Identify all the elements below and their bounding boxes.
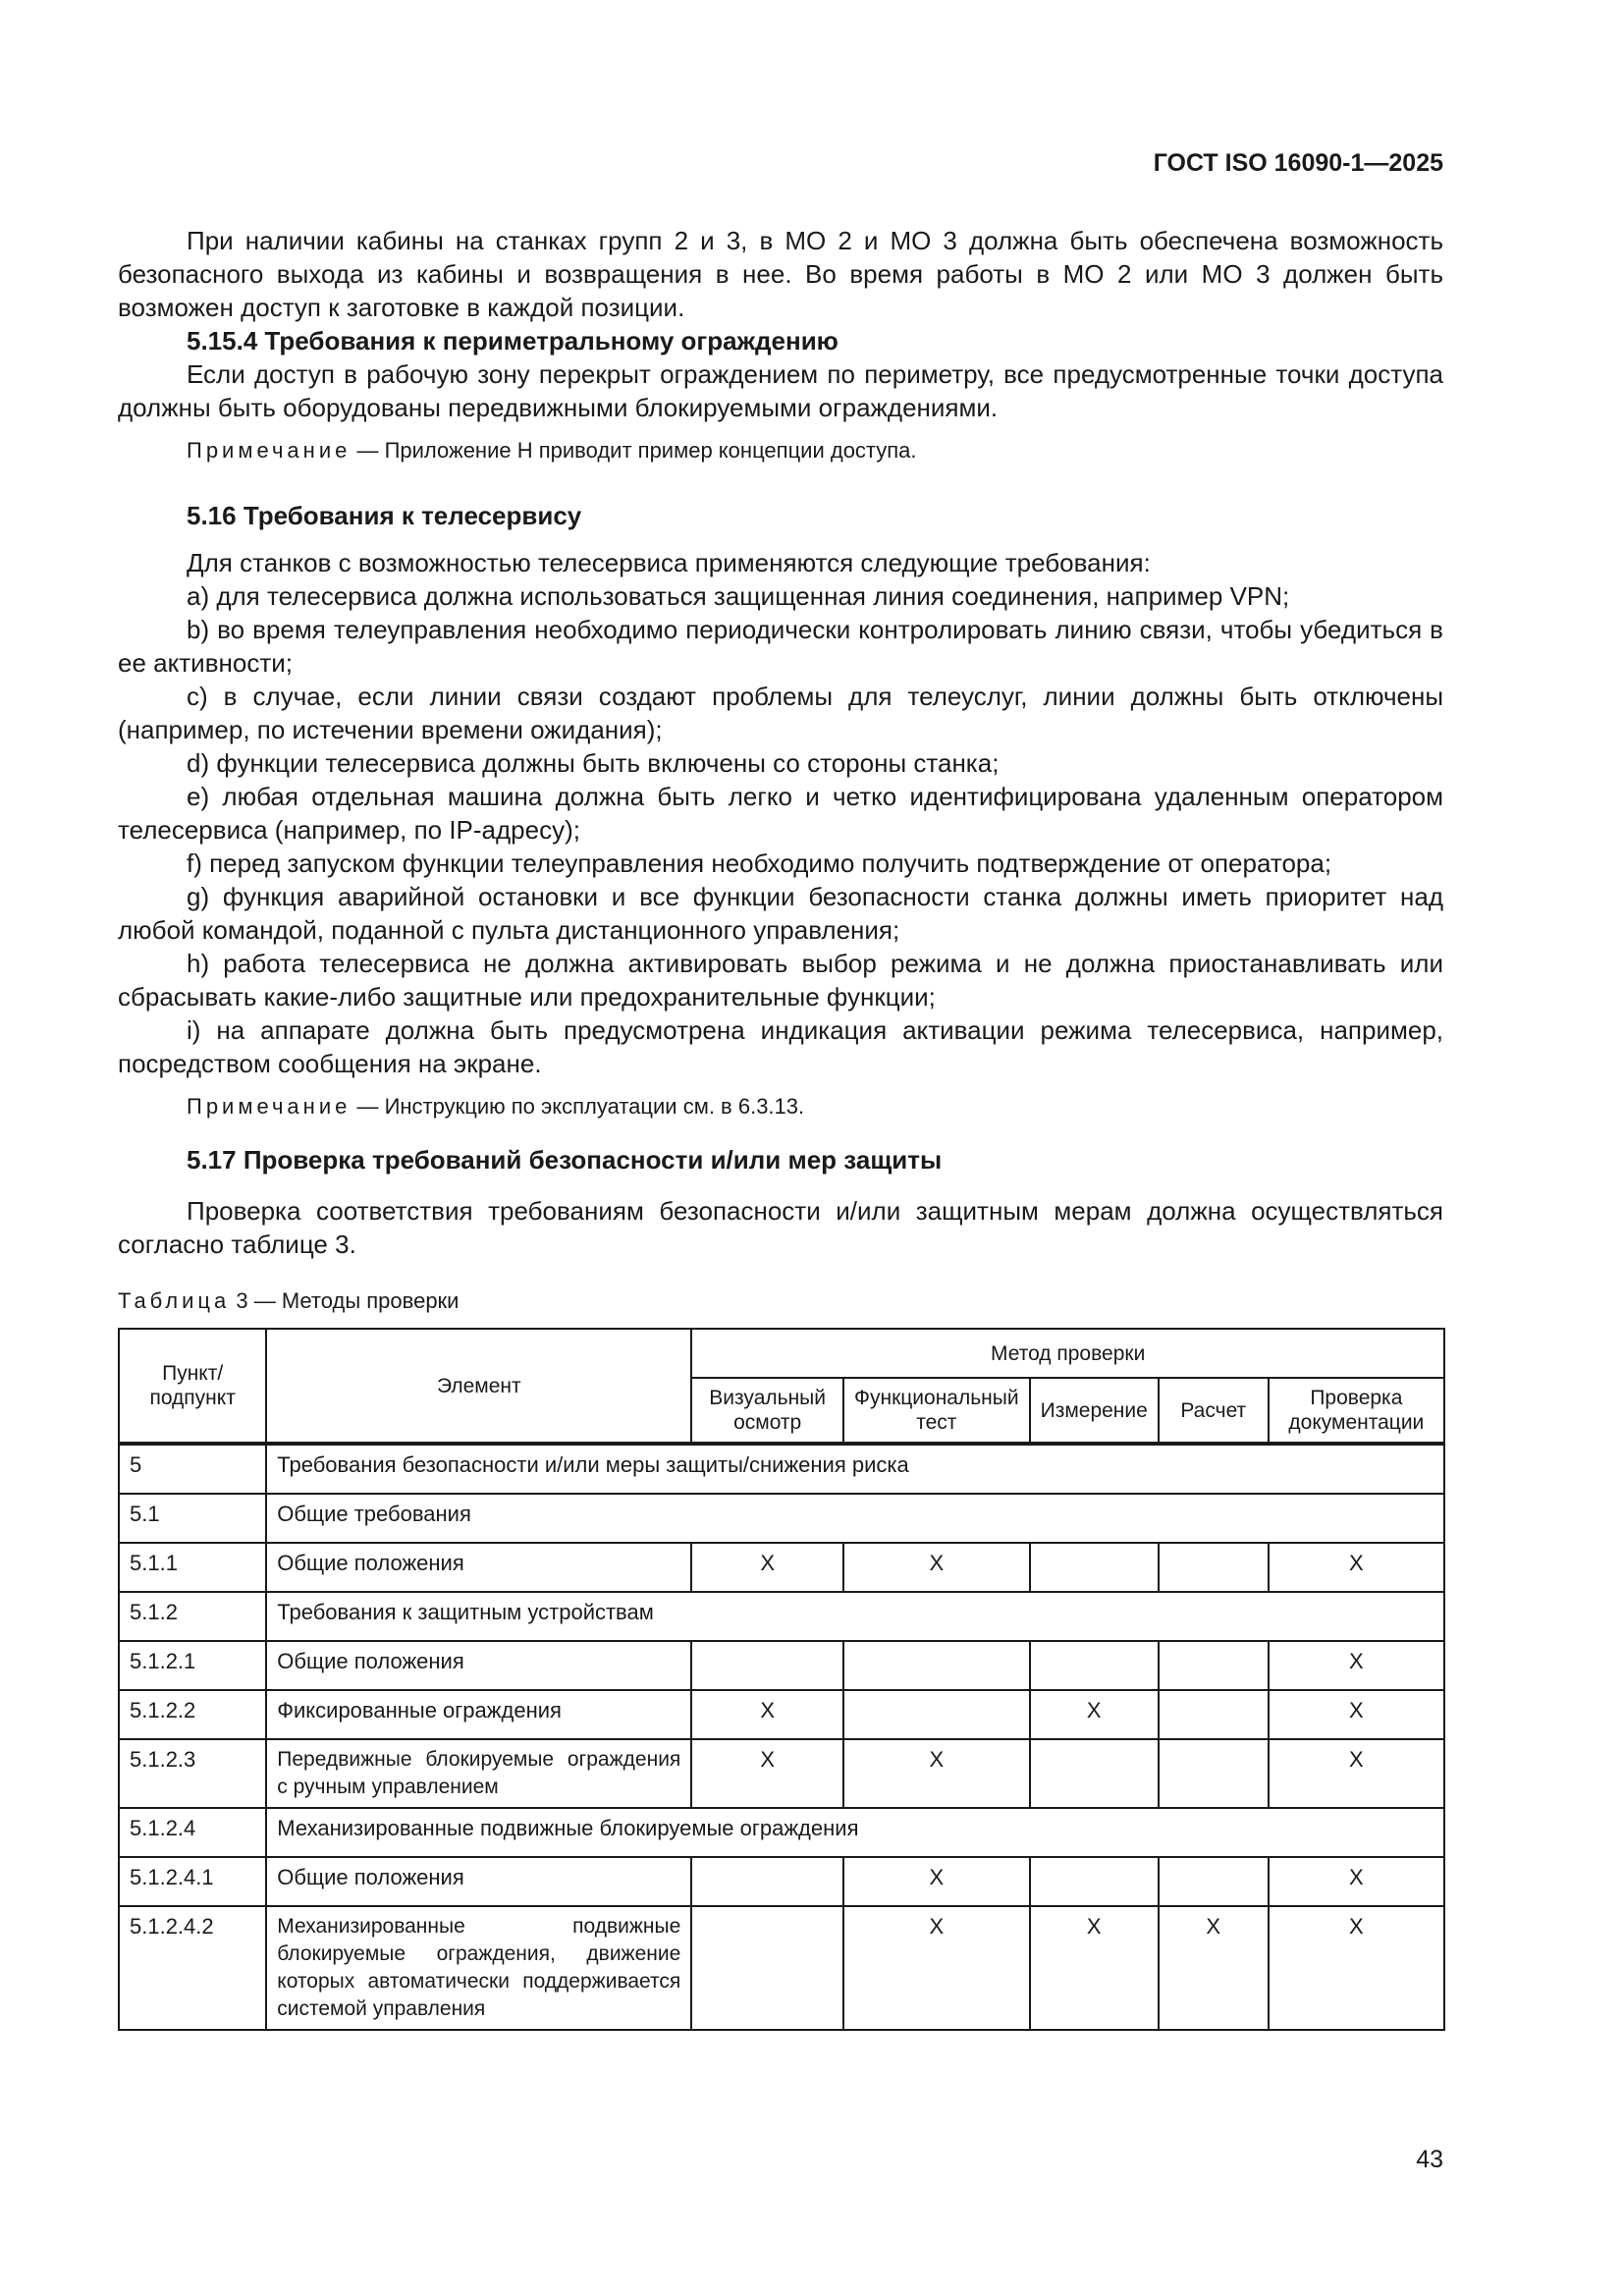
cell-clause: 5.1.2 bbox=[119, 1592, 266, 1641]
cell-clause: 5.1.1 bbox=[119, 1543, 266, 1592]
list-item: е) любая отдельная машина должна быть легко и четко идентифицирована удаленным оператором телесервиса (например, по IP-адресу); bbox=[118, 782, 1443, 845]
verification-methods-table bbox=[118, 1328, 1445, 2031]
list-item: а) для телесервиса должна использоваться защищенная линия соединения, например VPN; bbox=[187, 581, 1290, 611]
heading-5-17: 5.17 Проверка требований безопасности и/или мер защиты bbox=[187, 1145, 943, 1175]
cell-element: Общие положения bbox=[266, 1543, 691, 1592]
cell-clause: 5.1 bbox=[119, 1494, 266, 1543]
cell-element: Общие положения bbox=[266, 1641, 691, 1690]
cell-clause: 5.1.2.4.2 bbox=[119, 1906, 266, 2030]
column-header-calculation: Расчет bbox=[1159, 1378, 1269, 1444]
cell-method-mark: X bbox=[1030, 1906, 1159, 2030]
cell-element: Механизированные подвижные блокируемые ограждения, движение которых автоматически поддерживается системой управления bbox=[266, 1906, 691, 2030]
heading-5-16: 5.16 Требования к телесервису bbox=[187, 501, 582, 530]
cell-method-mark bbox=[843, 1690, 1030, 1739]
cell-method-mark: X bbox=[843, 1739, 1030, 1808]
cell-method-mark bbox=[1159, 1543, 1269, 1592]
note-label: Примечание bbox=[187, 1094, 352, 1119]
note-text: — Инструкцию по эксплуатации см. в 6.3.13. bbox=[351, 1094, 805, 1119]
list-item: d) функции телесервиса должны быть включены со стороны станка; bbox=[187, 748, 1000, 778]
column-header-documentation: Проверка документации bbox=[1269, 1378, 1444, 1444]
table-row bbox=[119, 1444, 1444, 1494]
list-item: h) работа телесервиса не должна активировать выбор режима и не должна приостанавливать или сбрасывать какие-либо защитные или предохранительные функции; bbox=[118, 949, 1443, 1011]
list-item: с) в случае, если линии связи создают проблемы для телеуслуг, линии должны быть отключены (например, по истечении времени ожидания); bbox=[118, 682, 1443, 744]
note-operation-manual bbox=[118, 1092, 1443, 1121]
table-row bbox=[119, 1592, 1444, 1641]
cell-method-mark bbox=[843, 1641, 1030, 1690]
column-header-functional: Функциональный тест bbox=[843, 1378, 1030, 1444]
table-row bbox=[119, 1808, 1444, 1857]
cell-element: Общие положения bbox=[266, 1857, 691, 1906]
list-item: f) перед запуском функции телеуправления необходимо получить подтверждение от оператора; bbox=[187, 848, 1332, 878]
note-access-concept bbox=[118, 436, 1443, 465]
cell-method-mark: X bbox=[1269, 1857, 1444, 1906]
cell-method-mark: X bbox=[1269, 1739, 1444, 1808]
cell-method-mark bbox=[691, 1906, 843, 2030]
table-caption-text: 3 — Методы проверки bbox=[230, 1288, 460, 1313]
column-header-clause: Пункт/ подпункт bbox=[119, 1329, 266, 1444]
column-header-element: Элемент bbox=[266, 1329, 691, 1444]
cell-clause: 5.1.2.1 bbox=[119, 1641, 266, 1690]
cell-method-mark: X bbox=[843, 1857, 1030, 1906]
table-row bbox=[119, 1543, 1444, 1592]
cell-method-mark bbox=[1159, 1641, 1269, 1690]
cell-method-mark bbox=[1030, 1543, 1159, 1592]
heading-5-15-4: 5.15.4 Требования к периметральному ограждению bbox=[187, 326, 839, 355]
paragraph-teleservice-intro: Для станков с возможностью телесервиса применяются следующие требования: bbox=[187, 548, 1151, 577]
paragraph-verification: Проверка соответствия требованиям безопасности и/или защитным мерам должна осуществляться согласно таблице 3. bbox=[118, 1196, 1443, 1259]
cell-method-mark bbox=[1159, 1690, 1269, 1739]
column-header-measurement: Измерение bbox=[1030, 1378, 1159, 1444]
table-row bbox=[119, 1690, 1444, 1739]
paragraph-cabin-access: При наличии кабины на станках групп 2 и 3, в МО 2 и МО 3 должна быть обеспечена возможность безопасного выхода из кабины и возвращения в нее. Во время работы в МО 2 или МО 3 должен быть возможен доступ к заготовке в каждой позиции. bbox=[118, 226, 1443, 322]
cell-method-mark bbox=[691, 1857, 843, 1906]
note-label: Примечание bbox=[187, 438, 352, 463]
cell-method-mark: X bbox=[1269, 1543, 1444, 1592]
cell-clause: 5 bbox=[119, 1444, 266, 1494]
cell-element: Требования к защитным устройствам bbox=[266, 1592, 1444, 1641]
page-body bbox=[118, 224, 1443, 2031]
list-item: i) на аппарате должна быть предусмотрена индикация активации режима телесервиса, например, посредством сообщения на экране. bbox=[118, 1015, 1443, 1078]
document-code: ГОСТ ISO 16090-1—2025 bbox=[1153, 149, 1443, 177]
cell-method-mark: X bbox=[1269, 1906, 1444, 2030]
cell-method-mark bbox=[1030, 1857, 1159, 1906]
column-header-visual: Визуальный осмотр bbox=[691, 1378, 843, 1444]
table-caption-label: Таблица bbox=[118, 1288, 231, 1313]
table-caption bbox=[118, 1286, 1443, 1316]
cell-method-mark: X bbox=[691, 1739, 843, 1808]
cell-clause: 5.1.2.4 bbox=[119, 1808, 266, 1857]
teleservice-requirements-list bbox=[118, 579, 1443, 1080]
cell-clause: 5.1.2.4.1 bbox=[119, 1857, 266, 1906]
cell-element: Общие требования bbox=[266, 1494, 1444, 1543]
paragraph-perimeter-guard: Если доступ в рабочую зону перекрыт ограждением по периметру, все предусмотренные точки доступа должны быть оборудованы передвижными блокируемыми ограждениями. bbox=[118, 359, 1443, 422]
cell-method-mark: X bbox=[691, 1690, 843, 1739]
list-item: g) функция аварийной остановки и все функции безопасности станка должны иметь приоритет над любой командой, поданной с пульта дистанционного управления; bbox=[118, 882, 1443, 945]
column-group-method: Метод проверки bbox=[691, 1329, 1444, 1378]
cell-method-mark: X bbox=[843, 1543, 1030, 1592]
cell-method-mark: X bbox=[1269, 1690, 1444, 1739]
table-row bbox=[119, 1906, 1444, 2030]
cell-method-mark: X bbox=[1030, 1690, 1159, 1739]
cell-element: Передвижные блокируемые ограждения с ручным управлением bbox=[266, 1739, 691, 1808]
cell-clause: 5.1.2.2 bbox=[119, 1690, 266, 1739]
list-item: b) во время телеуправления необходимо периодически контролировать линию связи, чтобы убедиться в ее активности; bbox=[118, 615, 1443, 678]
cell-element: Механизированные подвижные блокируемые ограждения bbox=[266, 1808, 1444, 1857]
cell-method-mark bbox=[1159, 1857, 1269, 1906]
cell-method-mark: X bbox=[691, 1543, 843, 1592]
cell-element: Требования безопасности и/или меры защиты/снижения риска bbox=[266, 1444, 1444, 1494]
cell-method-mark bbox=[1030, 1739, 1159, 1808]
table-row bbox=[119, 1641, 1444, 1690]
page-number: 43 bbox=[1416, 2146, 1443, 2173]
cell-method-mark bbox=[1159, 1739, 1269, 1808]
cell-clause: 5.1.2.3 bbox=[119, 1739, 266, 1808]
table-row bbox=[119, 1739, 1444, 1808]
cell-method-mark: X bbox=[843, 1906, 1030, 2030]
cell-method-mark: X bbox=[1269, 1641, 1444, 1690]
cell-element: Фиксированные ограждения bbox=[266, 1690, 691, 1739]
note-text: — Приложение Н приводит пример концепции доступа. bbox=[351, 438, 917, 463]
cell-method-mark bbox=[691, 1641, 843, 1690]
cell-method-mark: X bbox=[1159, 1906, 1269, 2030]
cell-method-mark bbox=[1030, 1641, 1159, 1690]
table-row bbox=[119, 1494, 1444, 1543]
table-row bbox=[119, 1857, 1444, 1906]
